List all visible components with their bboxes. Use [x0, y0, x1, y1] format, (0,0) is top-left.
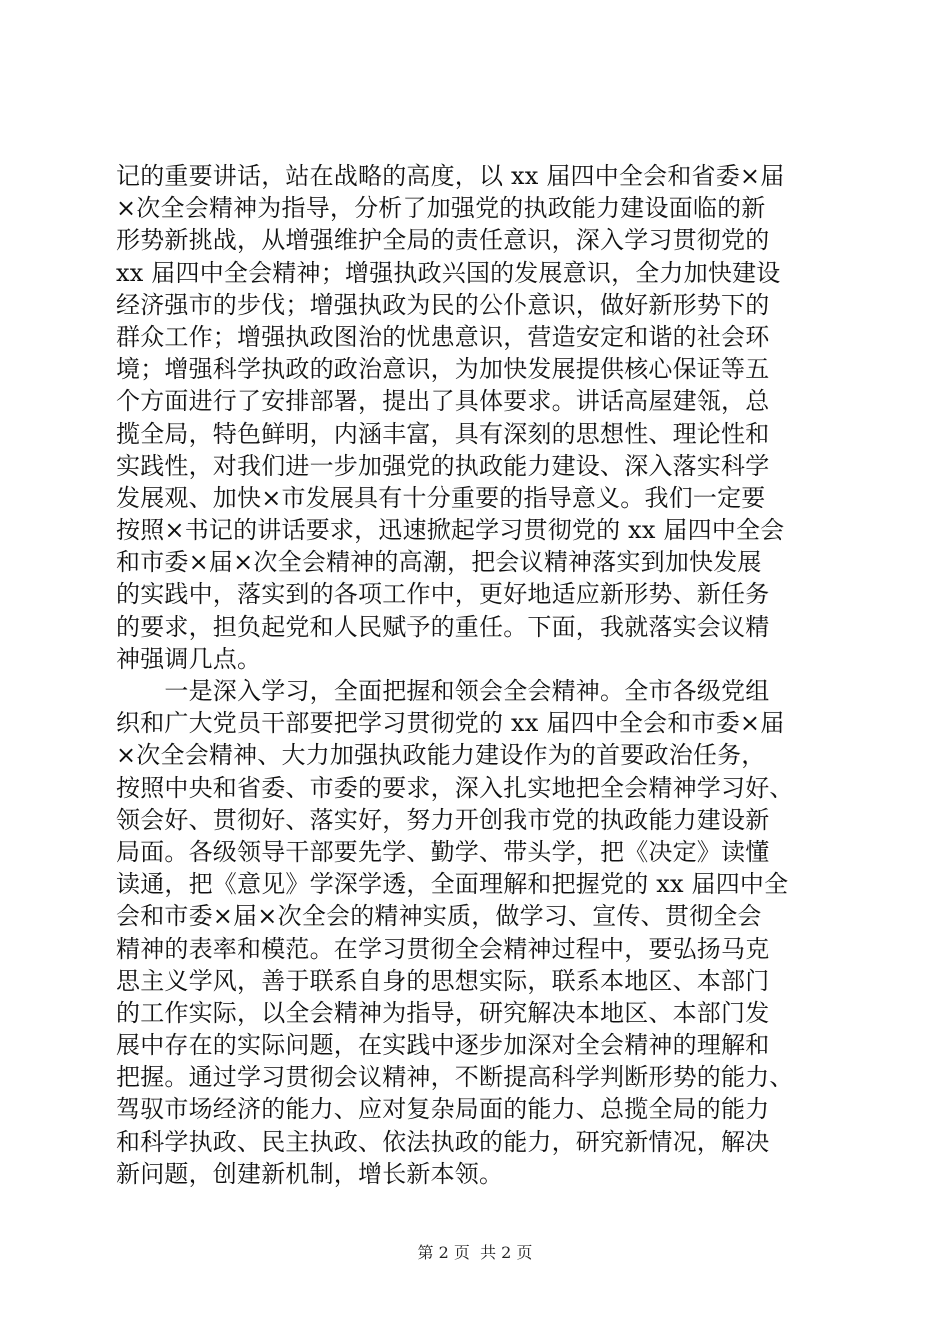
text-line: 精神的表率和模范。在学习贯彻全会精神过程中，要弘扬马克 [116, 934, 770, 963]
text-line: 的要求，担负起党和人民赋予的重任。下面，我就落实会议精 [116, 612, 770, 641]
text-line: 展中存在的实际问题，在实践中逐步加深对全会精神的理解和 [116, 1031, 770, 1060]
page-footer [0, 1243, 950, 1263]
text-line: 经济强市的步伐；增强执政为民的公仆意识，做好新形势下的 [116, 290, 770, 319]
text-line: 的工作实际，以全会精神为指导，研究解决本地区、本部门发 [116, 998, 770, 1027]
text-line: 群众工作；增强执政图治的忧患意识，营造安定和谐的社会环 [116, 322, 770, 351]
text-line: 思主义学风，善于联系自身的思想实际，联系本地区、本部门 [116, 966, 770, 995]
text-line: 神强调几点。 [116, 644, 262, 673]
text-line: 领会好、贯彻好、落实好，努力开创我市党的执政能力建设新 [116, 805, 770, 834]
text-line: ×次全会精神、大力加强执政能力建设作为的首要政治任务， [116, 741, 766, 770]
text-line: 织和广大党员干部要把学习贯彻党的 xx 届四中全会和市委×届 [116, 709, 785, 738]
text-line: 个方面进行了安排部署，提出了具体要求。讲话高屋建瓴，总 [116, 387, 770, 416]
text-line: 一是深入学习，全面把握和领会全会精神。全市各级党组 [116, 677, 770, 705]
text-line: 把握。通过学习贯彻会议精神，不断提高科学判断形势的能力、 [116, 1063, 794, 1092]
page-total: 共 2 页 [480, 1243, 533, 1262]
text-line: 驾驭市场经济的能力、应对复杂局面的能力、总揽全局的能力 [116, 1095, 770, 1124]
document-body [116, 160, 846, 1190]
text-line: 按照×书记的讲话要求，迅速掀起学习贯彻党的 xx 届四中全会 [116, 516, 785, 545]
text-line: 新问题，创建新机制，增长新本领。 [116, 1159, 504, 1188]
text-line: 记的重要讲话，站在战略的高度，以 xx 届四中全会和省委×届 [116, 162, 785, 190]
text-line: 和科学执政、民主执政、依法执政的能力，研究新情况，解决 [116, 1127, 770, 1156]
footer-separator [470, 1243, 480, 1262]
text-line: xx 届四中全会精神；增强执政兴国的发展意识，全力加快建设 [116, 258, 781, 287]
text-line: 局面。各级领导干部要先学、勤学、带头学，把《决定》读懂 [116, 837, 770, 866]
text-line: 的实践中，落实到的各项工作中，更好地适应新形势、新任务 [116, 580, 770, 609]
text-line: 实践性，对我们进一步加强党的执政能力建设、深入落实科学 [116, 451, 770, 480]
page-number: 第 2 页 [417, 1243, 470, 1262]
text-line: ×次全会精神为指导，分析了加强党的执政能力建设面临的新 [116, 194, 766, 223]
text-line: 会和市委×届×次全会的精神实质，做学习、宣传、贯彻全会 [116, 902, 762, 931]
text-line: 读通，把《意见》学深学透，全面理解和把握党的 xx 届四中全 [116, 870, 789, 899]
text-line: 按照中央和省委、市委的要求，深入扎实地把全会精神学习好、 [116, 773, 794, 802]
text-line: 揽全局，特色鲜明，内涵丰富，具有深刻的思想性、理论性和 [116, 419, 770, 448]
text-line: 形势新挑战，从增强维护全局的责任意识，深入学习贯彻党的 [116, 226, 770, 255]
text-line: 和市委×届×次全会精神的高潮，把会议精神落实到加快发展 [116, 548, 762, 577]
text-line: 发展观、加快×市发展具有十分重要的指导意义。我们一定要 [116, 483, 766, 512]
text-line: 境；增强科学执政的政治意识，为加快发展提供核心保证等五 [116, 355, 770, 384]
